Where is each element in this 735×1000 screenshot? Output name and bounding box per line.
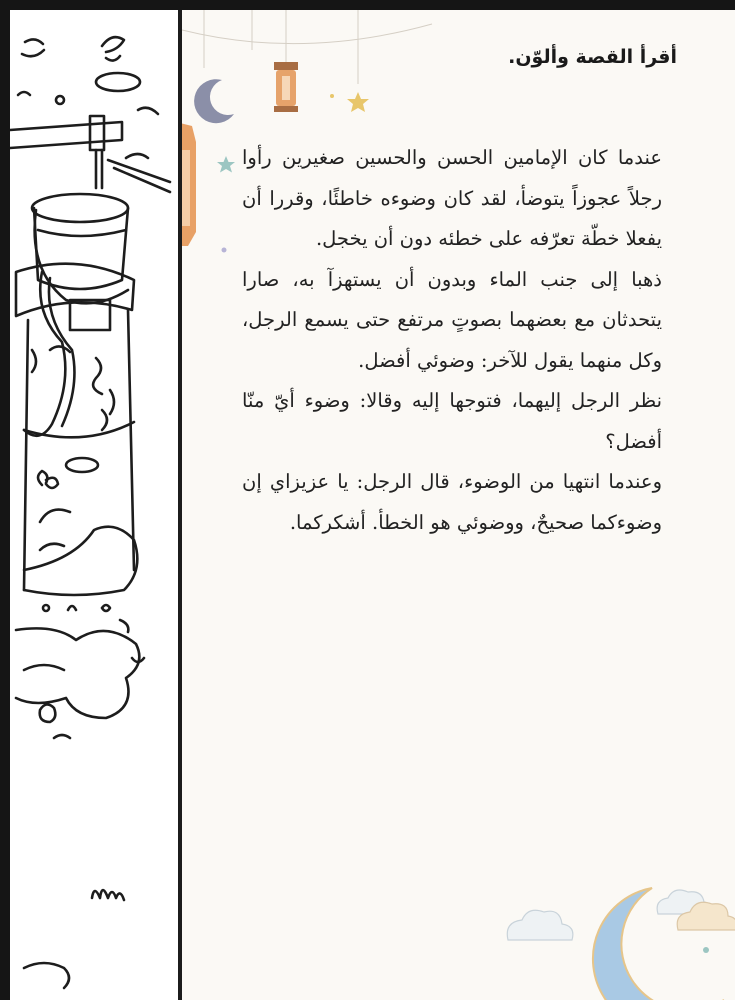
crescent-moon-with-clouds-icon: [507, 888, 735, 1000]
hanging-lantern-icon: [182, 122, 196, 246]
coloring-illustration-panel: [10, 10, 182, 1000]
star-icon: [347, 92, 369, 112]
worksheet-page: [10, 10, 735, 1000]
story-text: [242, 138, 662, 543]
crescent-moon-icon: [194, 79, 234, 123]
story-paragraph: ذهبا إلى جنب الماء وبدون أن يستهزآ به، صارا يتحدثان مع بعضهما بصوتٍ مرتفع حتى يسمع الرجل، وكل منهما يقول للآخر: وضوئي أفضل.: [242, 267, 662, 372]
story-paragraph: وعندما انتهيا من الوضوء، قال الرجل: يا عزيزاي إن وضوءكما صحيحٌ، ووضوئي هو الخطأ. أشكركما.: [242, 470, 662, 534]
well-with-bucket-coloring-icon: [10, 10, 178, 1000]
story-paragraph: عندما كان الإمامين الحسن والحسين صغيرين رأوا رجلاً عجوزاً يتوضأ، لقد كان وضوءه خاطئًا، وقررا أن يفعلا خطّة تعرّفه على خطئه دون أن يخجل.: [242, 146, 662, 250]
story-paragraph: نظر الرجل إليهما، فتوجها إليه وقالا: وضوء أيّ منّا أفضل؟: [242, 389, 662, 453]
hanging-lantern-icon: [274, 62, 298, 112]
page-title: أقرأ القصة وألوّن.: [508, 46, 677, 68]
